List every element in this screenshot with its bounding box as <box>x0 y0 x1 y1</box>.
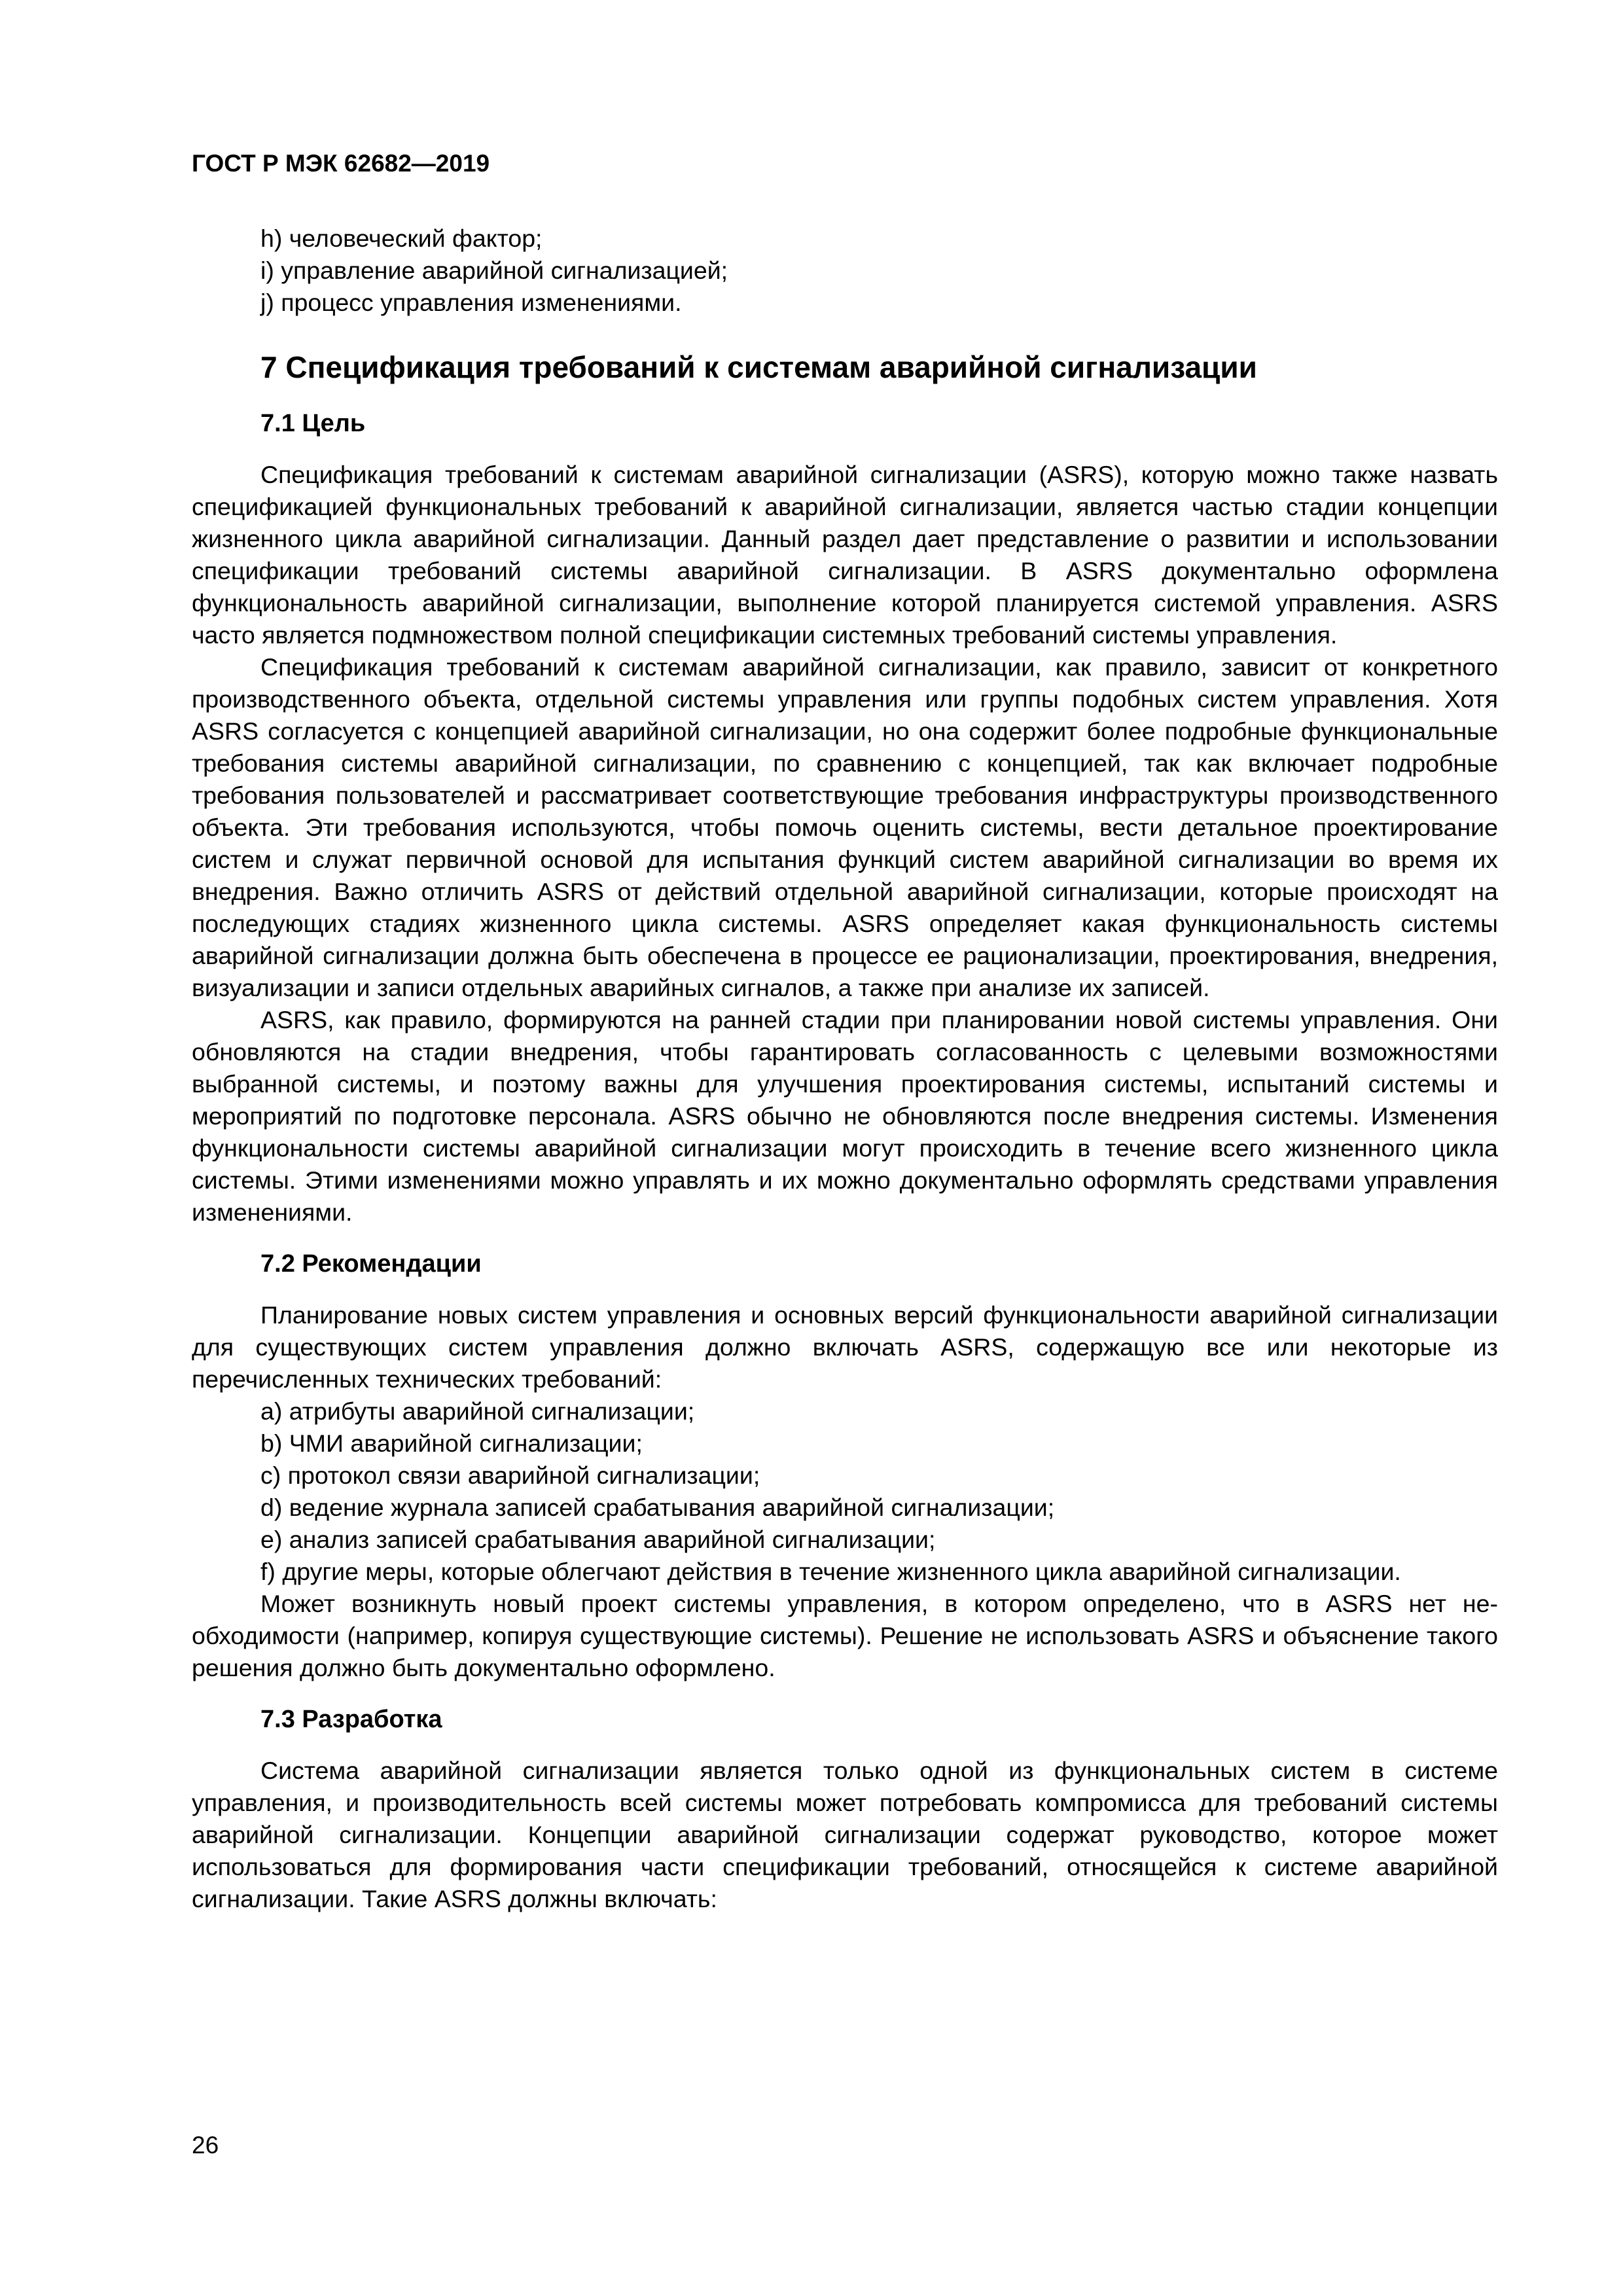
section-7-title: 7 Спецификация требований к системам аварийной сигнализации <box>260 350 1257 384</box>
list-item-b: b) ЧМИ аварийной сигнализации; <box>260 1429 643 1457</box>
list-item-d: d) ведение журнала записей срабатывания аварийной сигнализации; <box>260 1494 1055 1521</box>
list-item-a: a) атрибуты аварийной сигнализации; <box>260 1397 695 1425</box>
paragraph-7-2-intro: Планирование новых систем управления и основных версий функциональности аварийной сигнализации для существующих систем управления должно включать ASRS, содержащую все или некоторые из перечисленных технических требований: <box>192 1301 1498 1393</box>
paragraph-7-1-2: Спецификация требований к системам аварийной сигнализации, как правило, зависит от конкретного производственного объекта, отдельной системы управления или группы подобных систем управления. Хотя ASRS согласуется с концепцией аварийной сигнализации, но она содержит более подробные функциональные требования системы аварийной сигнализации, по сравнению с концепцией, так как включает подробные требования пользователей и рассматривает соответствующие требования инфраструктуры производственного объекта. Эти требования используются, чтобы помочь оценить системы, вести детальное проектирование систем и служат первичной основой для испытания функций систем аварийной сигнализации во время их внедрения. Важно отличить ASRS от действий отдельной аварийной сигнализации, которые происходят на последующих стадиях жизненного цикла системы. ASRS определяет какая функциональность системы аварийной сигнализации должна быть обеспечена в процессе ее рационализации, проектирования, внедрения, визуализации и записи отдельных аварийных сигналов, а также при анализе их записей. <box>192 653 1498 1001</box>
paragraph-7-1-1: Спецификация требований к системам аварийной сигнализации (ASRS), которую можно также назвать спецификацией функциональных требований к аварийной сигнализации, является частью стадии концепции жизненного цикла аварийной сигнализации. Данный раздел дает представление о развитии и использовании спецификации требований системы аварийной сигнализации. В ASRS документально оформлена функциональность аварийной сигнализации, выполнение которой планируется системой управления. ASRS часто является подмножеством полной спецификации системных требований системы управления. <box>192 461 1498 649</box>
list-item-i: i) управление аварийной сигнализацией; <box>260 257 728 284</box>
document-body <box>192 223 1498 1915</box>
list-item-c: c) протокол связи аварийной сигнализации; <box>260 1462 760 1489</box>
page-number: 26 <box>192 2132 219 2159</box>
subsection-7-1-title: 7.1 Цель <box>260 410 366 437</box>
paragraph-7-3: Система аварийной сигнализации является только одной из функциональных систем в системе управления, и производительность всей системы может потребовать компромисса для требований системы аварийной сигнализации. Концепции аварийной сигнализации содержат руководство, которое может использоваться для формирования части спецификации требований, относящейся к системе аварийной сигнализации. Такие ASRS должны включать: <box>192 1757 1498 1912</box>
subsection-7-3-title: 7.3 Разработка <box>260 1706 442 1733</box>
paragraph-7-2-outro: Может возникнуть новый проект системы управления, в котором определено, что в ASRS нет необходимости (например, копируя существующие системы). Решение не использовать ASRS и объяснение такого решения должно быть документально оформлено. <box>192 1590 1498 1681</box>
document-page <box>192 0 1498 2296</box>
list-item-h: h) человеческий фактор; <box>260 224 543 252</box>
list-item-e: e) анализ записей срабатывания аварийной сигнализации; <box>260 1526 936 1553</box>
list-item-j: j) процесс управления изменениями. <box>260 289 682 316</box>
paragraph-7-1-3: ASRS, как правило, формируются на ранней стадии при планировании новой системы управления. Они обновляются на стадии внедрения, чтобы гарантировать согласованность с целевыми возможностями выбранной системы, и поэтому важны для улучшения проектирования системы, испытаний системы и мероприятий по подготовке персонала. ASRS обычно не обновляются после внедрения системы. Изменения функциональности системы аварийной сигнализации могут происходить в течение всего жизненного цикла системы. Этими изменениями можно управлять и их можно документально оформлять средствами управления изменениями. <box>192 1006 1498 1226</box>
document-header: ГОСТ Р МЭК 62682—2019 <box>192 150 490 177</box>
list-item-f: f) другие меры, которые облегчают действия в течение жизненного цикла аварийной сигнализации. <box>260 1558 1401 1585</box>
subsection-7-2-title: 7.2 Рекомендации <box>260 1250 482 1278</box>
